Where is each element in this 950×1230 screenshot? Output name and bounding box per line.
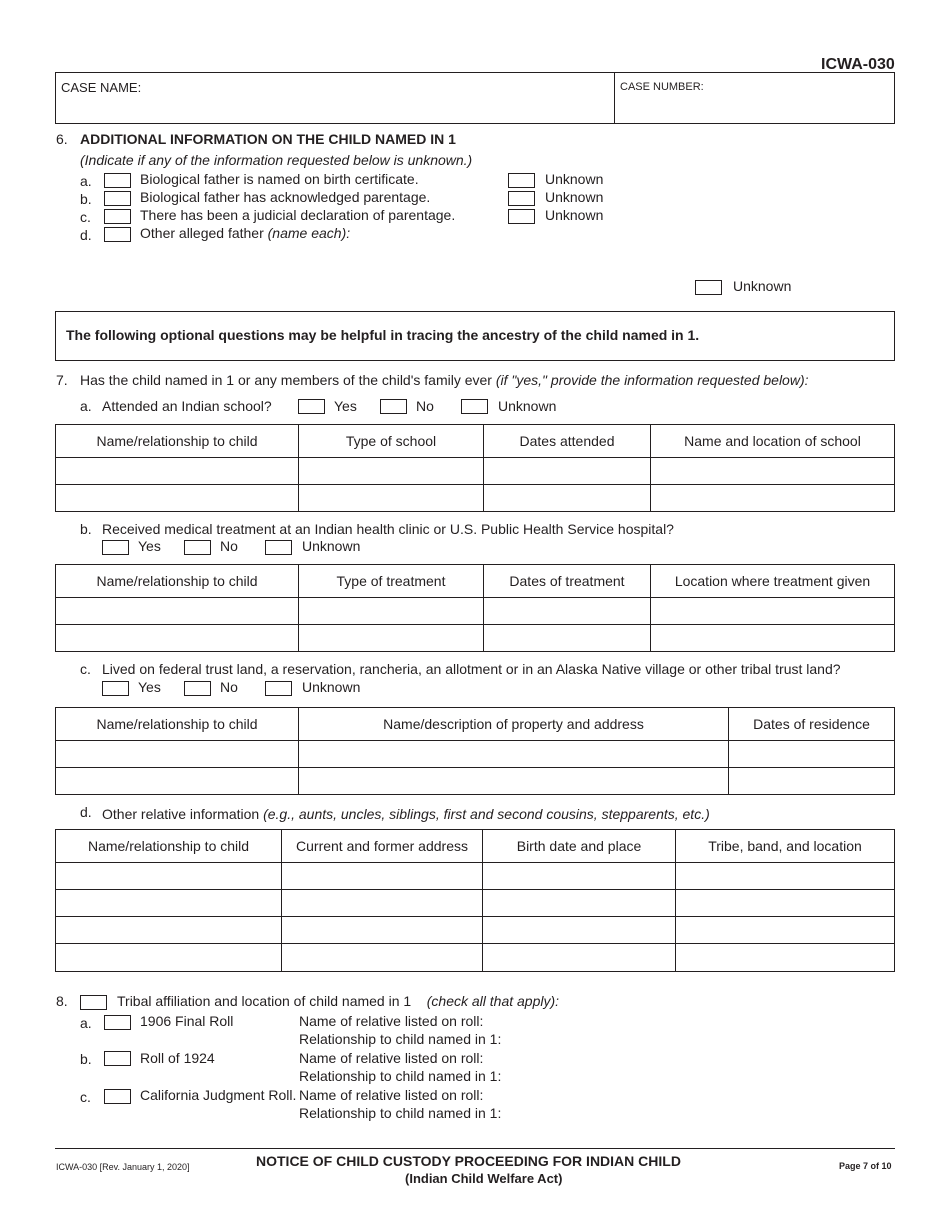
item-7c-yes-checkbox[interactable] [102, 681, 129, 696]
school-table-header: Type of school [299, 425, 484, 458]
table-cell[interactable] [484, 485, 651, 512]
roll-c-relationship-label: Relationship to child named in 1: [299, 1105, 502, 1121]
item-6c-unknown-checkbox[interactable] [508, 209, 535, 224]
item-6c-letter: c. [80, 209, 91, 225]
item-7b-unknown-checkbox[interactable] [265, 540, 292, 555]
item-6d-checkbox[interactable] [104, 227, 131, 242]
relatives-table [55, 829, 895, 972]
item-6b-checkbox[interactable] [104, 191, 131, 206]
table-cell[interactable] [483, 917, 676, 944]
table-cell[interactable] [56, 768, 299, 795]
item-6b-unknown-checkbox[interactable] [508, 191, 535, 206]
item-6c-checkbox[interactable] [104, 209, 131, 224]
footer-title: NOTICE OF CHILD CUSTODY PROCEEDING FOR INDIAN CHILD [256, 1153, 681, 1169]
table-cell[interactable] [56, 863, 282, 890]
table-cell[interactable] [299, 485, 484, 512]
table-cell[interactable] [676, 890, 895, 917]
treatment-table-header: Dates of treatment [484, 565, 651, 598]
school-table-header: Name/relationship to child [56, 425, 299, 458]
case-number-label: CASE NUMBER: [620, 81, 704, 93]
item-7a-no-checkbox[interactable] [380, 399, 407, 414]
roll-c-letter: c. [80, 1089, 91, 1105]
item-7a-letter: a. [80, 398, 92, 414]
table-cell[interactable] [676, 917, 895, 944]
treatment-table [55, 564, 895, 652]
optional-notice-text: The following optional questions may be helpful in tracing the ancestry of the child named in 1. [66, 327, 700, 343]
item-7c-unknown-label: Unknown [302, 679, 361, 695]
residence-table-header: Name/description of property and address [299, 708, 729, 741]
item-7a-label: Attended an Indian school? [102, 398, 272, 414]
table-cell[interactable] [56, 458, 299, 485]
roll-a-checkbox[interactable] [104, 1015, 131, 1030]
item-7c-unknown-checkbox[interactable] [265, 681, 292, 696]
item-7a-unknown-label: Unknown [498, 398, 557, 414]
table-cell[interactable] [56, 917, 282, 944]
item-6a-checkbox[interactable] [104, 173, 131, 188]
section6-number: 6. [56, 131, 68, 147]
item-7d-italic: (e.g., aunts, uncles, siblings, first and second cousins, stepparents, etc.) [263, 806, 710, 822]
roll-a-relationship-label: Relationship to child named in 1: [299, 1031, 502, 1047]
item-6b-unknown-label: Unknown [545, 189, 604, 205]
section8-checkbox[interactable] [80, 995, 107, 1010]
item-6c-unknown-label: Unknown [545, 207, 604, 223]
item-6d-label [140, 225, 350, 241]
section7-number: 7. [56, 372, 68, 388]
relatives-table-header: Tribe, band, and location [676, 830, 895, 863]
section7-question [80, 372, 809, 388]
table-cell[interactable] [484, 458, 651, 485]
school-table-header: Name and location of school [651, 425, 895, 458]
roll-b-relationship-label: Relationship to child named in 1: [299, 1068, 502, 1084]
item-6d-unknown-checkbox[interactable] [695, 280, 722, 295]
table-cell[interactable] [299, 741, 729, 768]
form-id: ICWA-030 [821, 56, 895, 73]
item-7b-label: Received medical treatment at an Indian health clinic or U.S. Public Health Service hospital? [102, 521, 674, 537]
table-cell[interactable] [299, 458, 484, 485]
treatment-table-header: Name/relationship to child [56, 565, 299, 598]
item-6d-unknown-label: Unknown [733, 278, 792, 294]
item-6a-unknown-checkbox[interactable] [508, 173, 535, 188]
school-table [55, 424, 895, 512]
section8-label [117, 993, 559, 1009]
table-cell[interactable] [56, 598, 299, 625]
item-7b-yes-checkbox[interactable] [102, 540, 129, 555]
table-cell[interactable] [299, 768, 729, 795]
roll-a-name: 1906 Final Roll [140, 1013, 234, 1029]
item-7c-letter: c. [80, 661, 91, 677]
section8-text: Tribal affiliation and location of child named in 1 [117, 993, 412, 1009]
table-cell[interactable] [483, 944, 676, 972]
case-number-field[interactable] [615, 73, 894, 123]
case-name-field[interactable] [56, 73, 614, 123]
table-cell[interactable] [282, 917, 483, 944]
section6-title: ADDITIONAL INFORMATION ON THE CHILD NAMED IN 1 [80, 131, 456, 147]
section7-question-italic: (if "yes," provide the information requested below): [495, 372, 809, 388]
item-7c-no-label: No [220, 679, 238, 695]
table-cell[interactable] [729, 741, 895, 768]
table-cell[interactable] [651, 485, 895, 512]
table-cell[interactable] [651, 625, 895, 652]
table-cell[interactable] [676, 863, 895, 890]
item-7d-text: Other relative information [102, 806, 260, 822]
roll-c-relative-label: Name of relative listed on roll: [299, 1087, 484, 1103]
residence-table [55, 707, 895, 795]
item-6a-letter: a. [80, 173, 92, 189]
item-6b-label: Biological father has acknowledged parentage. [140, 189, 431, 205]
table-cell[interactable] [299, 625, 484, 652]
roll-c-name: California Judgment Roll. [140, 1087, 297, 1103]
item-7a-yes-checkbox[interactable] [298, 399, 325, 414]
table-cell[interactable] [282, 890, 483, 917]
table-cell[interactable] [56, 485, 299, 512]
school-table-header: Dates attended [484, 425, 651, 458]
table-cell[interactable] [484, 625, 651, 652]
roll-a-letter: a. [80, 1015, 92, 1031]
item-7b-unknown-label: Unknown [302, 538, 361, 554]
roll-c-checkbox[interactable] [104, 1089, 131, 1104]
table-cell[interactable] [651, 458, 895, 485]
table-cell[interactable] [56, 625, 299, 652]
item-6c-label: There has been a judicial declaration of parentage. [140, 207, 456, 223]
other-alleged-father-field[interactable] [140, 244, 820, 278]
item-7c-yes-label: Yes [138, 679, 161, 695]
section8-number: 8. [56, 993, 68, 1009]
item-7a-no-label: No [416, 398, 434, 414]
roll-b-relative-label: Name of relative listed on roll: [299, 1050, 484, 1066]
item-7b-yes-label: Yes [138, 538, 161, 554]
table-cell[interactable] [484, 598, 651, 625]
roll-b-checkbox[interactable] [104, 1051, 131, 1066]
item-6a-label: Biological father is named on birth certificate. [140, 171, 419, 187]
roll-a-relative-label: Name of relative listed on roll: [299, 1013, 484, 1029]
item-7c-label: Lived on federal trust land, a reservation, rancheria, an allotment or in an Alaska Native village or other tribal trust land? [102, 661, 841, 677]
footer-page-number: Page 7 of 10 [839, 1161, 892, 1171]
treatment-table-header: Location where treatment given [651, 565, 895, 598]
item-6d-text: Other alleged father [140, 225, 264, 241]
table-cell[interactable] [56, 890, 282, 917]
section6-instruction: (Indicate if any of the information requested below is unknown.) [80, 152, 473, 168]
residence-table-header: Name/relationship to child [56, 708, 299, 741]
item-7b-no-label: No [220, 538, 238, 554]
table-cell[interactable] [483, 890, 676, 917]
relatives-table-header: Name/relationship to child [56, 830, 282, 863]
relatives-table-header: Birth date and place [483, 830, 676, 863]
table-cell[interactable] [676, 944, 895, 972]
table-cell[interactable] [651, 598, 895, 625]
section8-italic: (check all that apply): [426, 993, 560, 1009]
footer-subtitle: (Indian Child Welfare Act) [405, 1171, 563, 1186]
item-7b-letter: b. [80, 521, 92, 537]
section7-question-text: Has the child named in 1 or any members of the child's family ever [80, 372, 492, 388]
item-7c-no-checkbox[interactable] [184, 681, 211, 696]
case-name-label: CASE NAME: [61, 80, 142, 95]
footer-revision: ICWA-030 [Rev. January 1, 2020] [56, 1162, 190, 1172]
roll-b-name: Roll of 1924 [140, 1050, 215, 1066]
item-7a-unknown-checkbox[interactable] [461, 399, 488, 414]
table-cell[interactable] [282, 944, 483, 972]
footer-rule [55, 1148, 895, 1149]
table-cell[interactable] [282, 863, 483, 890]
table-cell[interactable] [483, 863, 676, 890]
item-6b-letter: b. [80, 191, 92, 207]
table-cell[interactable] [56, 741, 299, 768]
relatives-table-header: Current and former address [282, 830, 483, 863]
item-7d-letter: d. [80, 804, 92, 820]
item-7d-label [102, 806, 710, 822]
roll-b-letter: b. [80, 1051, 92, 1067]
table-cell[interactable] [299, 598, 484, 625]
residence-table-header: Dates of residence [729, 708, 895, 741]
item-7a-yes-label: Yes [334, 398, 357, 414]
item-6a-unknown-label: Unknown [545, 171, 604, 187]
treatment-table-header: Type of treatment [299, 565, 484, 598]
item-6d-italic: (name each): [267, 225, 351, 241]
item-7b-no-checkbox[interactable] [184, 540, 211, 555]
table-cell[interactable] [56, 944, 282, 972]
table-cell[interactable] [729, 768, 895, 795]
item-6d-letter: d. [80, 227, 92, 243]
